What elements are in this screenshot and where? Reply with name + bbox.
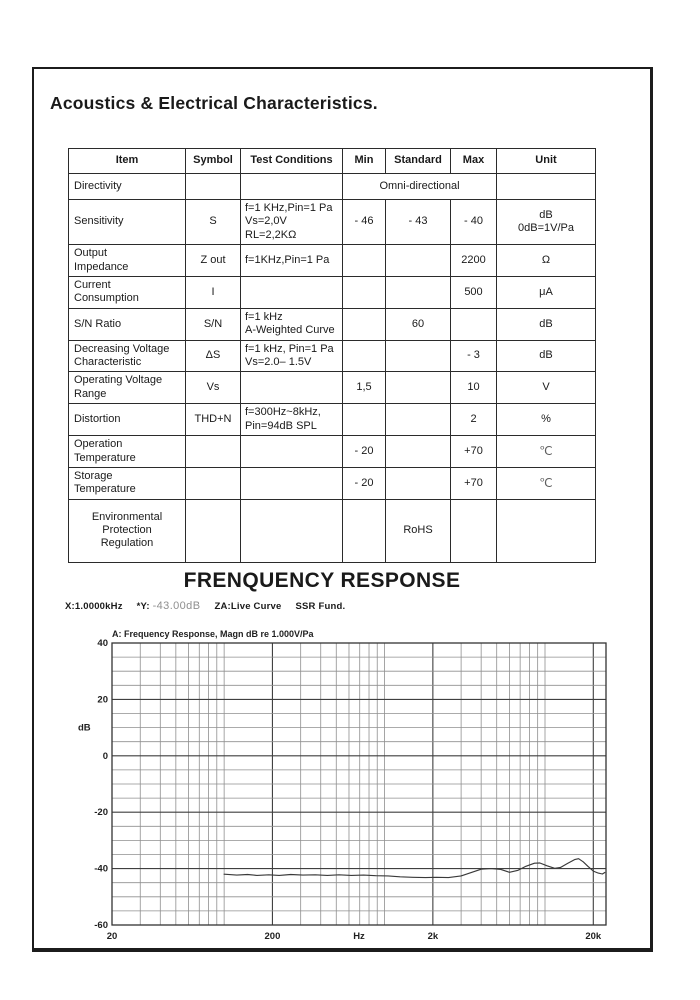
table-cell: S/N Ratio bbox=[69, 308, 186, 340]
table-cell bbox=[241, 277, 343, 309]
column-header: Test Conditions bbox=[241, 149, 343, 174]
x-tick-label: 20 bbox=[106, 931, 118, 942]
x-readout: X:1.0000kHz bbox=[65, 601, 123, 612]
table-cell: Decreasing Voltage Characteristic bbox=[69, 340, 186, 372]
table-cell: dB 0dB=1V/Pa bbox=[497, 200, 596, 245]
table-cell: f=1 KHz,Pin=1 Pa Vs=2,0V RL=2,2KΩ bbox=[241, 200, 343, 245]
table-cell bbox=[343, 340, 386, 372]
table-cell bbox=[386, 436, 451, 468]
table-cell bbox=[386, 245, 451, 277]
table-cell: 10 bbox=[451, 372, 497, 404]
table-cell bbox=[497, 174, 596, 200]
table-cell bbox=[241, 174, 343, 200]
column-header: Item bbox=[69, 149, 186, 174]
table-row bbox=[69, 174, 596, 200]
table-cell: +70 bbox=[451, 436, 497, 468]
y-tick-label: 20 bbox=[97, 694, 108, 706]
x-tick-label: 200 bbox=[264, 931, 281, 942]
table-cell: % bbox=[497, 404, 596, 436]
chart-section-title: FRENQUENCY RESPONSE bbox=[183, 569, 461, 592]
za-curve-label: ZA:Live Curve bbox=[214, 601, 282, 612]
table-cell bbox=[451, 499, 497, 562]
table-row bbox=[69, 200, 596, 245]
x-axis-unit-label: Hz bbox=[353, 931, 365, 942]
table-cell: 1,5 bbox=[343, 372, 386, 404]
table-cell: S bbox=[186, 200, 241, 245]
ssr-fund-label: SSR Fund. bbox=[295, 601, 346, 612]
table-cell: μA bbox=[497, 277, 596, 309]
table-cell: 60 bbox=[386, 308, 451, 340]
table-row bbox=[69, 245, 596, 277]
table-row bbox=[69, 277, 596, 309]
table-cell: dB bbox=[497, 308, 596, 340]
spec-table-header bbox=[69, 149, 596, 174]
table-cell bbox=[343, 308, 386, 340]
table-cell bbox=[497, 499, 596, 562]
table-row bbox=[69, 499, 596, 562]
table-cell bbox=[186, 499, 241, 562]
table-row bbox=[69, 340, 596, 372]
table-cell: - 40 bbox=[451, 200, 497, 245]
table-cell: Omni-directional bbox=[343, 174, 497, 200]
table-cell: ℃ bbox=[497, 436, 596, 468]
table-cell bbox=[386, 372, 451, 404]
x-tick-label: 20k bbox=[585, 931, 602, 942]
table-cell: Storage Temperature bbox=[69, 467, 186, 499]
table-cell: 2200 bbox=[451, 245, 497, 277]
y-tick-label: -60 bbox=[94, 920, 108, 931]
spec-table bbox=[68, 148, 596, 563]
x-tick-label: 2k bbox=[427, 931, 439, 942]
table-cell: ΔS bbox=[186, 340, 241, 372]
table-row bbox=[69, 308, 596, 340]
table-cell bbox=[241, 499, 343, 562]
table-cell: ℃ bbox=[497, 467, 596, 499]
plot-label: A: Frequency Response, Magn dB re 1.000V/Pa bbox=[112, 629, 314, 639]
frequency-response-chart bbox=[66, 622, 626, 952]
table-row bbox=[69, 436, 596, 468]
table-cell: f=1KHz,Pin=1 Pa bbox=[241, 245, 343, 277]
table-cell: f=1 kHz, Pin=1 Pa Vs=2.0– 1.5V bbox=[241, 340, 343, 372]
table-cell bbox=[186, 174, 241, 200]
table-cell: - 20 bbox=[343, 436, 386, 468]
table-cell: RoHS bbox=[386, 499, 451, 562]
frequency-response-plot bbox=[66, 622, 626, 952]
table-cell: Sensitivity bbox=[69, 200, 186, 245]
table-cell bbox=[241, 372, 343, 404]
table-cell: - 43 bbox=[386, 200, 451, 245]
table-cell bbox=[343, 277, 386, 309]
y-tick-label: -40 bbox=[94, 863, 108, 875]
table-row bbox=[69, 467, 596, 499]
table-cell: S/N bbox=[186, 308, 241, 340]
table-cell bbox=[343, 245, 386, 277]
y-readout-label: *Y: bbox=[136, 601, 150, 612]
table-cell: - 46 bbox=[343, 200, 386, 245]
table-cell: - 3 bbox=[451, 340, 497, 372]
table-cell: I bbox=[186, 277, 241, 309]
table-cell bbox=[186, 467, 241, 499]
spec-table-body bbox=[69, 174, 596, 563]
table-cell: f=1 kHz A-Weighted Curve bbox=[241, 308, 343, 340]
cursor-readout-line bbox=[65, 600, 345, 612]
column-header: Min bbox=[343, 149, 386, 174]
table-cell bbox=[451, 308, 497, 340]
table-cell: Z out bbox=[186, 245, 241, 277]
table-cell: Vs bbox=[186, 372, 241, 404]
table-cell: - 20 bbox=[343, 467, 386, 499]
table-cell: Distortion bbox=[69, 404, 186, 436]
y-readout-value: -43.00dB bbox=[152, 600, 201, 612]
table-row bbox=[69, 404, 596, 436]
table-cell: f=300Hz~8kHz, Pin=94dB SPL bbox=[241, 404, 343, 436]
table-cell: 500 bbox=[451, 277, 497, 309]
table-row bbox=[69, 372, 596, 404]
table-cell bbox=[186, 436, 241, 468]
table-cell: THD+N bbox=[186, 404, 241, 436]
column-header: Standard bbox=[386, 149, 451, 174]
table-cell bbox=[386, 404, 451, 436]
table-cell bbox=[241, 436, 343, 468]
table-cell: Directivity bbox=[69, 174, 186, 200]
column-header: Unit bbox=[497, 149, 596, 174]
table-cell bbox=[386, 467, 451, 499]
table-cell: Current Consumption bbox=[69, 277, 186, 309]
table-cell bbox=[386, 277, 451, 309]
table-cell: Operation Temperature bbox=[69, 436, 186, 468]
table-cell: V bbox=[497, 372, 596, 404]
column-header: Max bbox=[451, 149, 497, 174]
table-cell: dB bbox=[497, 340, 596, 372]
y-axis-label: dB bbox=[78, 722, 91, 734]
y-tick-label: 40 bbox=[97, 638, 108, 649]
table-cell: Ω bbox=[497, 245, 596, 277]
table-cell bbox=[343, 499, 386, 562]
table-cell: +70 bbox=[451, 467, 497, 499]
table-cell bbox=[386, 340, 451, 372]
page-title: Acoustics & Electrical Characteristics. bbox=[50, 93, 378, 113]
y-tick-label: -20 bbox=[94, 807, 108, 819]
table-cell bbox=[343, 404, 386, 436]
table-cell: Environmental Protection Regulation bbox=[69, 499, 186, 562]
table-cell bbox=[241, 467, 343, 499]
table-cell: Output Impedance bbox=[69, 245, 186, 277]
datasheet-frame bbox=[32, 67, 653, 952]
y-tick-label: 0 bbox=[102, 750, 108, 762]
column-header: Symbol bbox=[186, 149, 241, 174]
table-cell: 2 bbox=[451, 404, 497, 436]
table-cell: Operating Voltage Range bbox=[69, 372, 186, 404]
